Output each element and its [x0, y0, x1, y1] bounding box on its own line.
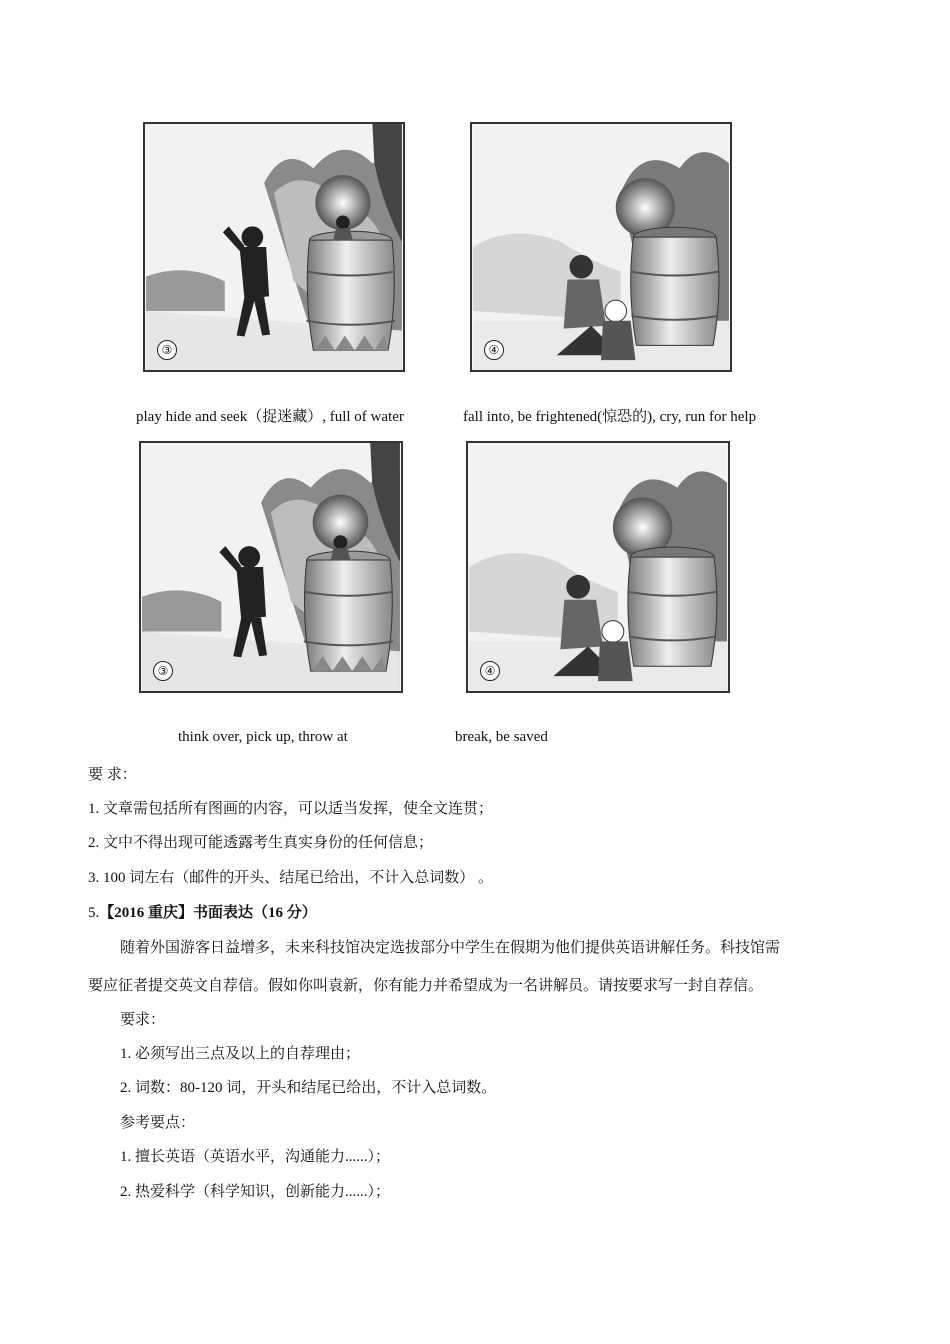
requirement-item: 1. 文章需包括所有图画的内容，可以适当发挥，使全文连贯； [88, 801, 494, 817]
caption-row1-left: play hide and seek（捉迷藏）, full of water [136, 409, 404, 425]
panel-number: ④ [480, 661, 500, 681]
requirements-heading: 要 求： [88, 767, 137, 783]
requirement-item: 3. 100 词左右（邮件的开头、结尾已给出，不计入总词数） 。 [88, 870, 494, 886]
boy-with-rock-illustration [141, 443, 401, 691]
question-title: 【2016 重庆】书面表达（16 分） [99, 905, 317, 921]
question5-requirement-item: 2. 词数：80-120 词，开头和结尾已给出，不计入总词数。 [120, 1080, 497, 1096]
question5-requirement-item: 1. 必须写出三点及以上的自荐理由； [120, 1046, 361, 1062]
picture-panel-4-top [470, 122, 732, 372]
reference-points-heading: 参考要点： [120, 1115, 196, 1131]
reference-point-item: 2. 热爱科学（科学知识，创新能力......）； [120, 1184, 391, 1200]
question5-paragraph-line2: 要应征者提交英文自荐信。假如你叫袁新，你有能力并希望成为一名讲解员。请按要求写一封自荐信。 [88, 978, 764, 994]
caption-row2-left: think over, pick up, throw at [178, 729, 348, 745]
panel-number: ③ [153, 661, 173, 681]
question5-requirements-heading: 要求： [120, 1012, 166, 1028]
question5-paragraph-line1: 随着外国游客日益增多，未来科技馆决定选拔部分中学生在假期为他们提供英语讲解任务。科技馆需 [120, 940, 781, 956]
picture-panel-4-bottom [466, 441, 730, 693]
caption-row2-right: break, be saved [455, 729, 548, 745]
picture-panel-3-bottom [139, 441, 403, 693]
boy-with-rock-illustration [145, 124, 403, 370]
panel-number: ④ [484, 340, 504, 360]
caption-row1-right: fall into, be frightened(惊恐的), cry, run for help [463, 409, 757, 425]
reference-point-item: 1. 擅长英语（英语水平，沟通能力......）； [120, 1149, 391, 1165]
question-number: 5. [88, 905, 100, 921]
children-running-illustration [472, 124, 730, 370]
requirement-item: 2. 文中不得出现可能透露考生真实身份的任何信息； [88, 835, 434, 851]
children-running-illustration [468, 443, 728, 691]
question5-title [88, 901, 317, 922]
picture-panel-3-top [143, 122, 405, 372]
panel-number: ③ [157, 340, 177, 360]
